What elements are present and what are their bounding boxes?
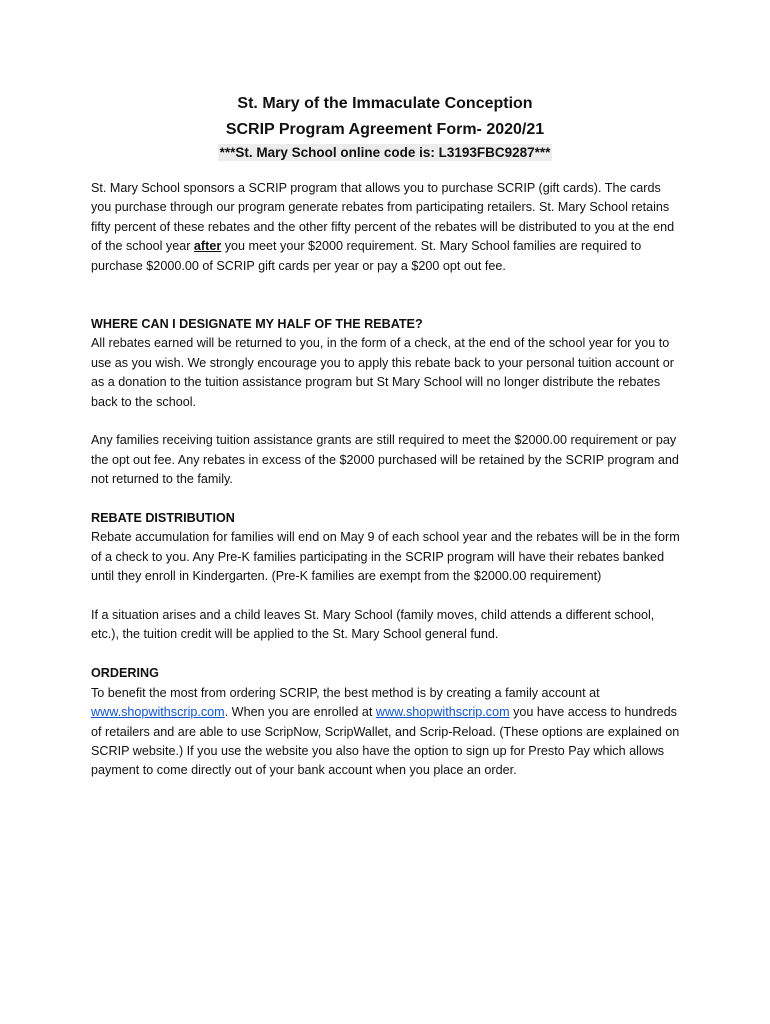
designate-heading: WHERE CAN I DESIGNATE MY HALF OF THE REBATE? — [91, 317, 423, 332]
ordering-heading: ORDERING — [91, 666, 159, 681]
distribution-heading: REBATE DISTRIBUTION — [91, 511, 235, 526]
distribution-paragraph-1: Rebate accumulation for families will end on May 9 of each school year and the rebates will be in the form of a check to you. Any Pre-K families participating in the SCRIP program will have their rebates banked until they enroll in Kindergarten. (Pre-K families are exempt from the $2000.00 requirement) — [91, 530, 680, 584]
spacer — [91, 490, 681, 509]
document-body — [91, 179, 681, 781]
ordering-text-3: you have access to hundreds of retailers and are able to use ScripNow, ScripWallet, and Scrip-Reload. (These options are explained on SCRIP website.) If you use the website you also have the option to sign up for Presto Pay which allows payment to come directly out of your bank account when you place an order. — [91, 705, 680, 778]
spacer — [91, 276, 681, 315]
distribution-paragraph-2: If a situation arises and a child leaves St. Mary School (family moves, child attends a different school, etc.), the tuition credit will be applied to the St. Mary School general fund. — [91, 608, 655, 642]
ordering-text-1: To benefit the most from ordering SCRIP, the best method is by creating a family account at — [91, 685, 600, 700]
intro-emphasis: after — [193, 239, 222, 254]
online-code-line — [0, 144, 770, 162]
ordering-paragraph — [91, 684, 681, 781]
shopwithscrip-link-2[interactable]: www.shopwithscrip.com — [375, 705, 510, 720]
spacer — [91, 587, 681, 606]
spacer — [91, 645, 681, 664]
shopwithscrip-link-1[interactable]: www.shopwithscrip.com — [91, 705, 225, 720]
ordering-text-2: . When you are enrolled at — [224, 705, 376, 720]
designate-paragraph-2: Any families receiving tuition assistance grants are still required to meet the $2000.00 requirement or pay the opt out fee. Any rebates in excess of the $2000 purchased will be retained by the SCRIP program and not returned to the family. — [91, 433, 679, 487]
document-subtitle: SCRIP Program Agreement Form- 2020/21 — [225, 121, 545, 138]
intro-paragraph — [91, 179, 681, 276]
intro-text-before: St. Mary School sponsors a SCRIP program that allows you to purchase SCRIP (gift cards). The cards you purchase through our program generate rebates from participating retailers. St. Mary School retains fifty percent of these rebates and the other fifty percent of the rebates will be distributed to you at the end of the school year — [91, 181, 675, 254]
designate-paragraph-1: All rebates earned will be returned to you, in the form of a check, at the end of the school year for you to use as you wish. We strongly encourage you to apply this rebate back to your personal tuition account or as a donation to the tuition assistance program but St Mary School will no longer distribute the rebates back to the school. — [91, 336, 674, 409]
spacer — [91, 412, 681, 431]
document-title: St. Mary of the Immaculate Conception — [237, 95, 533, 112]
online-code-text: ***St. Mary School online code is: L3193FBC9287*** — [219, 145, 551, 160]
intro-text-after: you meet your $2000 requirement. St. Mary School families are required to purchase $2000.00 of SCRIP gift cards per year or pay a $200 opt out fee. — [91, 239, 642, 273]
